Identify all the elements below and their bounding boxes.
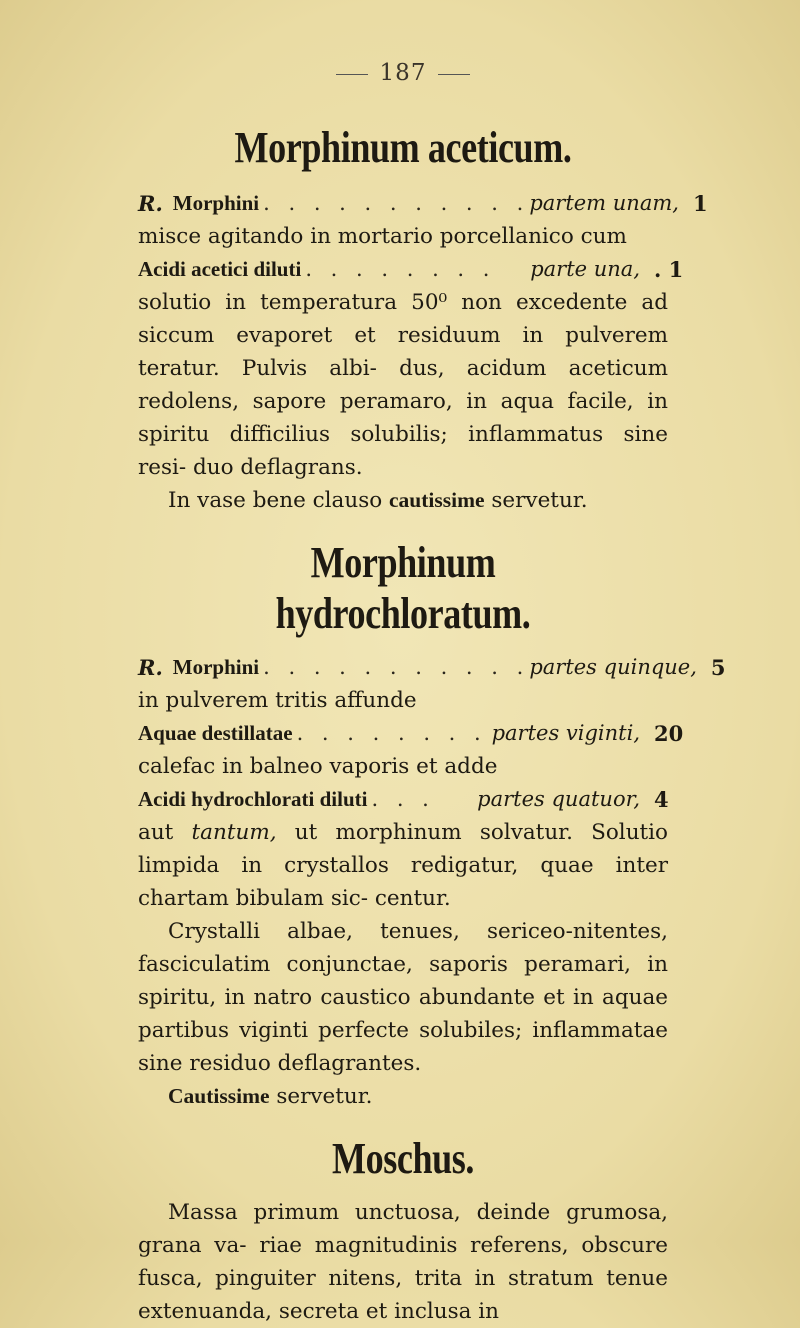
ingredient: Morphini bbox=[172, 655, 260, 679]
text-line: in pulverem tritis affunde bbox=[138, 688, 417, 713]
paragraph bbox=[138, 816, 668, 915]
header-dash-right bbox=[438, 74, 470, 75]
recipe-line bbox=[138, 651, 726, 684]
recipe-line bbox=[138, 783, 668, 816]
paragraph: Crystalli albae, tenues, sericeo-nitentes, fasciculatim conjunctae, saporis peramari, in spiritu, in natro caustico abundante et in aquae partibus viginti perfecte solubiles; inflammatae sine residuo deflagrantes. bbox=[138, 919, 668, 1076]
emphasis: Cautissime bbox=[168, 1084, 270, 1108]
book-page bbox=[138, 60, 726, 1328]
quantity: partes viginti, bbox=[491, 721, 640, 745]
paragraph: Massa primum unctuosa, deinde grumosa, grana va- riae magnitudinis referens, obscure fusca, pinguiter nitens, trita in stratum tenue extenuanda, secreta et inclusa in bbox=[138, 1200, 668, 1324]
recipe-symbol: R. bbox=[138, 191, 163, 216]
text-line: misce agitando in mortario porcellanico cum bbox=[138, 224, 627, 249]
ingredient: Acidi acetici diluti bbox=[138, 257, 302, 281]
quantity: partes quatuor, bbox=[477, 787, 640, 811]
paragraph: solutio in temperatura 50⁰ non excedente ad siccum evaporet et residuum in pulverem teratur. Pulvis albi- dus, acidum aceticum redolens, sapore peramaro, in aqua facile, in spiritu difficilius solubilis; inflammatus sine resi- duo deflagrans. bbox=[138, 290, 668, 480]
section-title-morphinum-aceticum: Morphinum aceticum. bbox=[234, 123, 572, 172]
leader-dots: . . . . . . . . . . . bbox=[263, 655, 530, 679]
paragraph bbox=[138, 1080, 668, 1113]
recipe-line bbox=[138, 253, 684, 286]
amount: 20 bbox=[654, 721, 684, 746]
quantity: parte una, bbox=[530, 257, 640, 281]
ingredient: Morphini bbox=[172, 191, 260, 215]
leader-dots: . . . . . . . . bbox=[296, 721, 487, 745]
amount: 4 bbox=[654, 787, 669, 812]
quantity: partes quinque, bbox=[529, 655, 697, 679]
emphasis: cautissime bbox=[389, 488, 485, 512]
emphasis-italic: tantum, bbox=[191, 820, 277, 845]
recipe-line bbox=[138, 187, 708, 220]
section-title-morphinum-hydrochloratum: Morphinum hydrochloratum. bbox=[275, 538, 531, 638]
text-line: calefac in balneo vaporis et adde bbox=[138, 754, 498, 779]
recipe-line bbox=[138, 717, 684, 750]
amount: . 1 bbox=[654, 257, 684, 282]
section-title-moschus: Moschus. bbox=[331, 1134, 475, 1183]
ingredient: Acidi hydrochlorati diluti bbox=[138, 787, 368, 811]
page-header bbox=[138, 60, 668, 100]
text-span: servetur. bbox=[484, 488, 588, 513]
text-span: aut bbox=[138, 820, 192, 845]
page-number: 187 bbox=[379, 60, 427, 86]
leader-dots: . . . . . . . . bbox=[305, 257, 496, 281]
text-span: ut morphinum solvatur. Solutio limpida in crystallos redigatur, quae inter chartam bibulam sic- centur. bbox=[138, 820, 668, 911]
leader-dots: . . . bbox=[371, 787, 435, 811]
paragraph bbox=[138, 484, 668, 517]
header-dash-left bbox=[336, 74, 368, 75]
quantity: partem unam, bbox=[529, 191, 679, 215]
text-span: In vase bene clauso bbox=[168, 488, 390, 513]
leader-dots: . . . . . . . . . . . bbox=[263, 191, 530, 215]
amount: 5 bbox=[710, 655, 726, 680]
recipe-symbol: R. bbox=[138, 655, 163, 680]
ingredient: Aquae destillatae bbox=[138, 721, 293, 745]
amount: 1 bbox=[692, 191, 708, 216]
text-span: servetur. bbox=[269, 1084, 373, 1109]
